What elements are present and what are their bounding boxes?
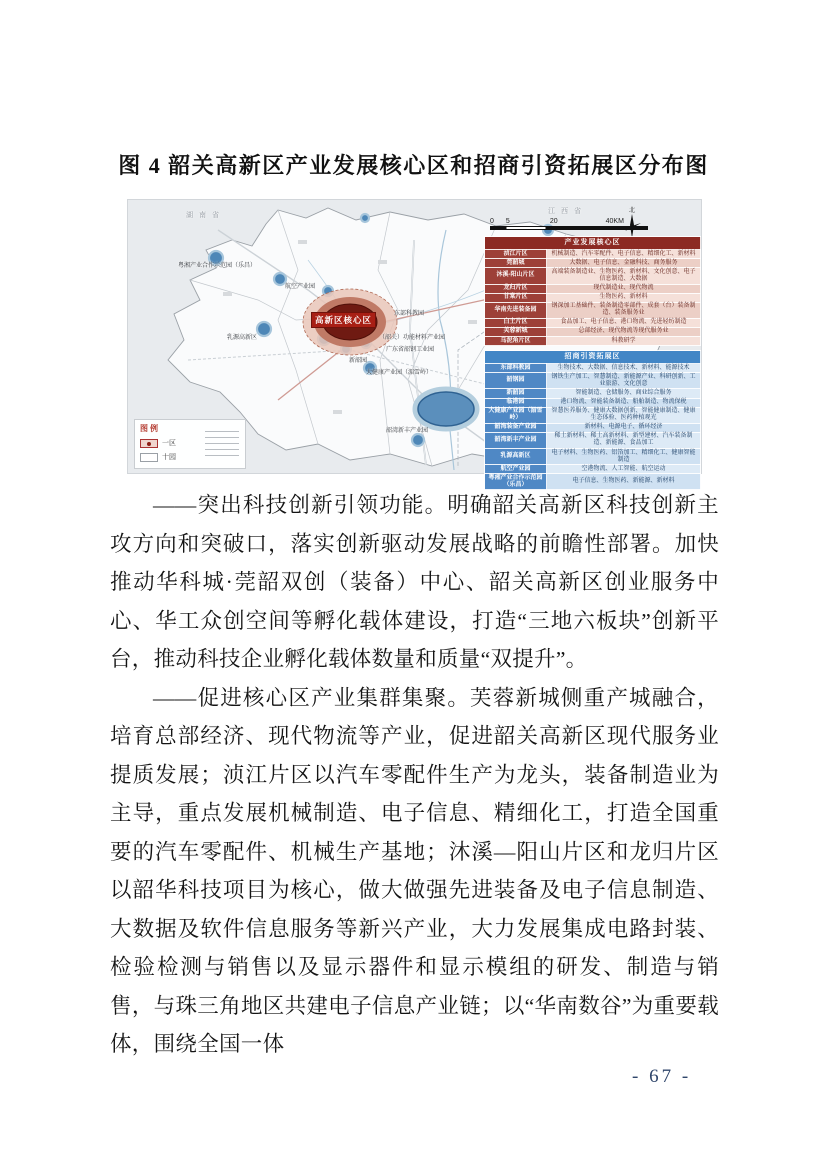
body-text <box>110 486 719 1064</box>
core-zone-swatch-icon <box>140 439 158 448</box>
expansion-table-row <box>485 373 701 389</box>
park-swatch-icon <box>140 453 158 462</box>
core-table-row <box>485 327 701 336</box>
figure-title: 图 4 韶关高新区产业发展核心区和招商引资拓展区分布图 <box>118 153 709 178</box>
zone-name-cell: 乳源高新区 <box>485 449 547 465</box>
zone-name-cell: 韶湾装备产业园 <box>485 423 547 432</box>
expansion-table-header: 招商引资拓展区 <box>485 351 701 364</box>
zone-name-cell: 东部科教园 <box>485 364 547 373</box>
scale-tick: 5 <box>505 218 510 225</box>
expansion-table-row <box>485 389 701 398</box>
map-area-label: （韶关）功能材料产业园 <box>379 335 446 341</box>
expansion-zones-table <box>484 350 701 490</box>
map-figure <box>127 199 702 488</box>
industries-cell: 智慧医养服务、健康大数据创新、智能健康制造、健康生态体验、医药种植观光 <box>547 407 701 423</box>
zone-name-cell: 甘棠片区 <box>485 293 547 302</box>
core-zones-table <box>484 236 701 346</box>
zone-name-cell: 乌泥角片区 <box>485 337 547 346</box>
scale-tick: 0 <box>490 218 494 225</box>
map-area-label: 东部科教园 <box>394 311 425 317</box>
industries-cell: 电子信息、生物医药、新能源、新材料 <box>547 474 701 490</box>
industries-cell: 大数据、电子信息、金融科技、商务服务 <box>547 259 701 268</box>
zone-name-cell: 粤湘产业合作示范园（乐昌） <box>485 474 547 490</box>
industries-cell: 食品加工、电子信息、港口物流、先进轻纺制造 <box>547 318 701 327</box>
legend-item-label: 一区 <box>162 440 176 447</box>
scale-bar-line <box>490 226 648 230</box>
core-table-row <box>485 284 701 293</box>
map-area-label: 韶湾新丰产业园 <box>386 428 429 434</box>
core-table-row <box>485 268 701 284</box>
industries-cell: 现代制造业、现代物流 <box>547 284 701 293</box>
scale-bar <box>490 218 648 230</box>
core-table-row <box>485 293 701 302</box>
compass-north-label: 北 <box>628 208 635 214</box>
industries-cell: 港口物流、智能装备制造、船舶制造、物流保税 <box>547 398 701 407</box>
map-area-label: 粤湘产业合作示范园（乐昌） <box>178 263 257 269</box>
zone-name-cell: 白土片区 <box>485 318 547 327</box>
legend-item-label: 十园 <box>162 454 176 461</box>
core-zone-label: 高新区核心区 <box>311 312 376 328</box>
legend-title: 图例 <box>140 424 160 433</box>
industries-cell: 科教研学 <box>547 337 701 346</box>
industries-cell: 机械制造、汽车零配件、电子信息、精细化工、新材料 <box>547 250 701 259</box>
zone-name-cell: 芙蓉新城 <box>485 327 547 336</box>
zone-name-cell: 韶湾新丰产业园 <box>485 432 547 448</box>
legend-line-symbols <box>205 426 239 461</box>
core-table-row <box>485 250 701 259</box>
zone-name-cell: 华南先进装备园 <box>485 302 547 318</box>
zone-name-cell: 航空产业园 <box>485 465 547 474</box>
map-area-label: 新韶园 <box>349 358 368 364</box>
expansion-table-row <box>485 398 701 407</box>
industries-cell: 空港物流、人工智能、航空运动 <box>547 465 701 474</box>
core-table-row <box>485 337 701 346</box>
zone-name-cell: 沐溪-阳山片区 <box>485 268 547 284</box>
core-table-row <box>485 259 701 268</box>
industries-cell: 高端装备制造业、生物医药、新材料、文化创意、电子信息制造、大数据 <box>547 268 701 284</box>
page-number: - 67 - <box>632 1066 692 1087</box>
core-table-header: 产业发展核心区 <box>485 237 701 250</box>
map-area-label: 湖南省 <box>186 212 225 219</box>
paragraph-industry-cluster: ——促进核心区产业集群集聚。芙蓉新城侧重产城融合，培育总部经济、现代物流等产业，促进韶关高新区现代服务业提质发展；浈江片区以汽车零配件生产为龙头，装备制造业为主导，重点发展机械制造、电子信息、精细化工，打造全国重要的汽车零配件、机械生产基地；沐溪—阳山片区和龙归片区以韶华科技项目为核心，做大做强先进装备及电子信息制造、大数据及软件信息服务等新兴产业，大力发展集成电路封装、检验检测与销售以及显示器件和显示模组的研发、制造与销售，与珠三角地区共建电子信息产业链；以“华南数谷”为重要载体，围绕全国一体 <box>110 685 719 1056</box>
zone-name-cell: 浈江片区 <box>485 250 547 259</box>
zone-name-cell: 韶钢园 <box>485 373 547 389</box>
zone-name-cell: 大健康产业园（湄雪岭） <box>485 407 547 423</box>
expansion-table-row <box>485 364 701 373</box>
zone-name-cell: 莞韶城 <box>485 259 547 268</box>
industries-cell: 电子材料、生物医药、铝箔加工、精细化工、健康智能制造 <box>547 449 701 465</box>
industries-cell: 钢深加工基础件、装备制造零部件、成套（台）装备制造、装备服务业 <box>547 302 701 318</box>
expansion-table-row <box>485 465 701 474</box>
industries-cell: 生物医药、新材料 <box>547 293 701 302</box>
expansion-table-row <box>485 423 701 432</box>
scale-tick: 40KM <box>605 218 624 225</box>
industries-cell: 智能制造、仓储服务、商业综合服务 <box>547 389 701 398</box>
industries-cell: 总部经济、现代物流等现代服务业 <box>547 327 701 336</box>
map-area-label: 乳源高新区 <box>227 335 258 341</box>
core-table-row <box>485 302 701 318</box>
paragraph-tech-innovation: ——突出科技创新引领功能。明确韶关高新区科技创新主攻方向和突破口，落实创新驱动发展战略的前瞻性部署。加快推动华科城·莞韶双创（装备）中心、韶关高新区创业服务中心、华工众创空间等孵化载体建设，打造“三地六板块”创新平台，推动科技企业孵化载体数量和质量“双提升”。 <box>110 493 719 671</box>
zone-name-cell: 龙归片区 <box>485 284 547 293</box>
core-table-row <box>485 318 701 327</box>
industries-cell: 钢铁生产加工、智慧制造、新能源产业、科研创新、工业旅游、文化创意 <box>547 373 701 389</box>
industries-cell: 稀土新材料、稀土高新材料、新型建材、汽车装备制造、新能源、食品加工 <box>547 432 701 448</box>
zone-name-cell: 临港园 <box>485 398 547 407</box>
expansion-table-row <box>485 449 701 465</box>
map-legend <box>134 419 246 469</box>
industries-cell: 新材料、电源电子、循环经济 <box>547 423 701 432</box>
expansion-table-row <box>485 432 701 448</box>
zone-name-cell: 新韶园 <box>485 389 547 398</box>
scale-tick: 20 <box>549 218 558 225</box>
map-area-label: 广东省韶钢工业园 <box>386 347 435 353</box>
map-area-label: 大健康产业园（湄雪岭） <box>366 370 433 376</box>
map-area-label: 江西省 <box>548 208 587 215</box>
industries-cell: 生物技术、大数据、信息技术、新材料、能源技术 <box>547 364 701 373</box>
expansion-table-row <box>485 407 701 423</box>
map-area-label: 航空产业园 <box>285 284 316 290</box>
